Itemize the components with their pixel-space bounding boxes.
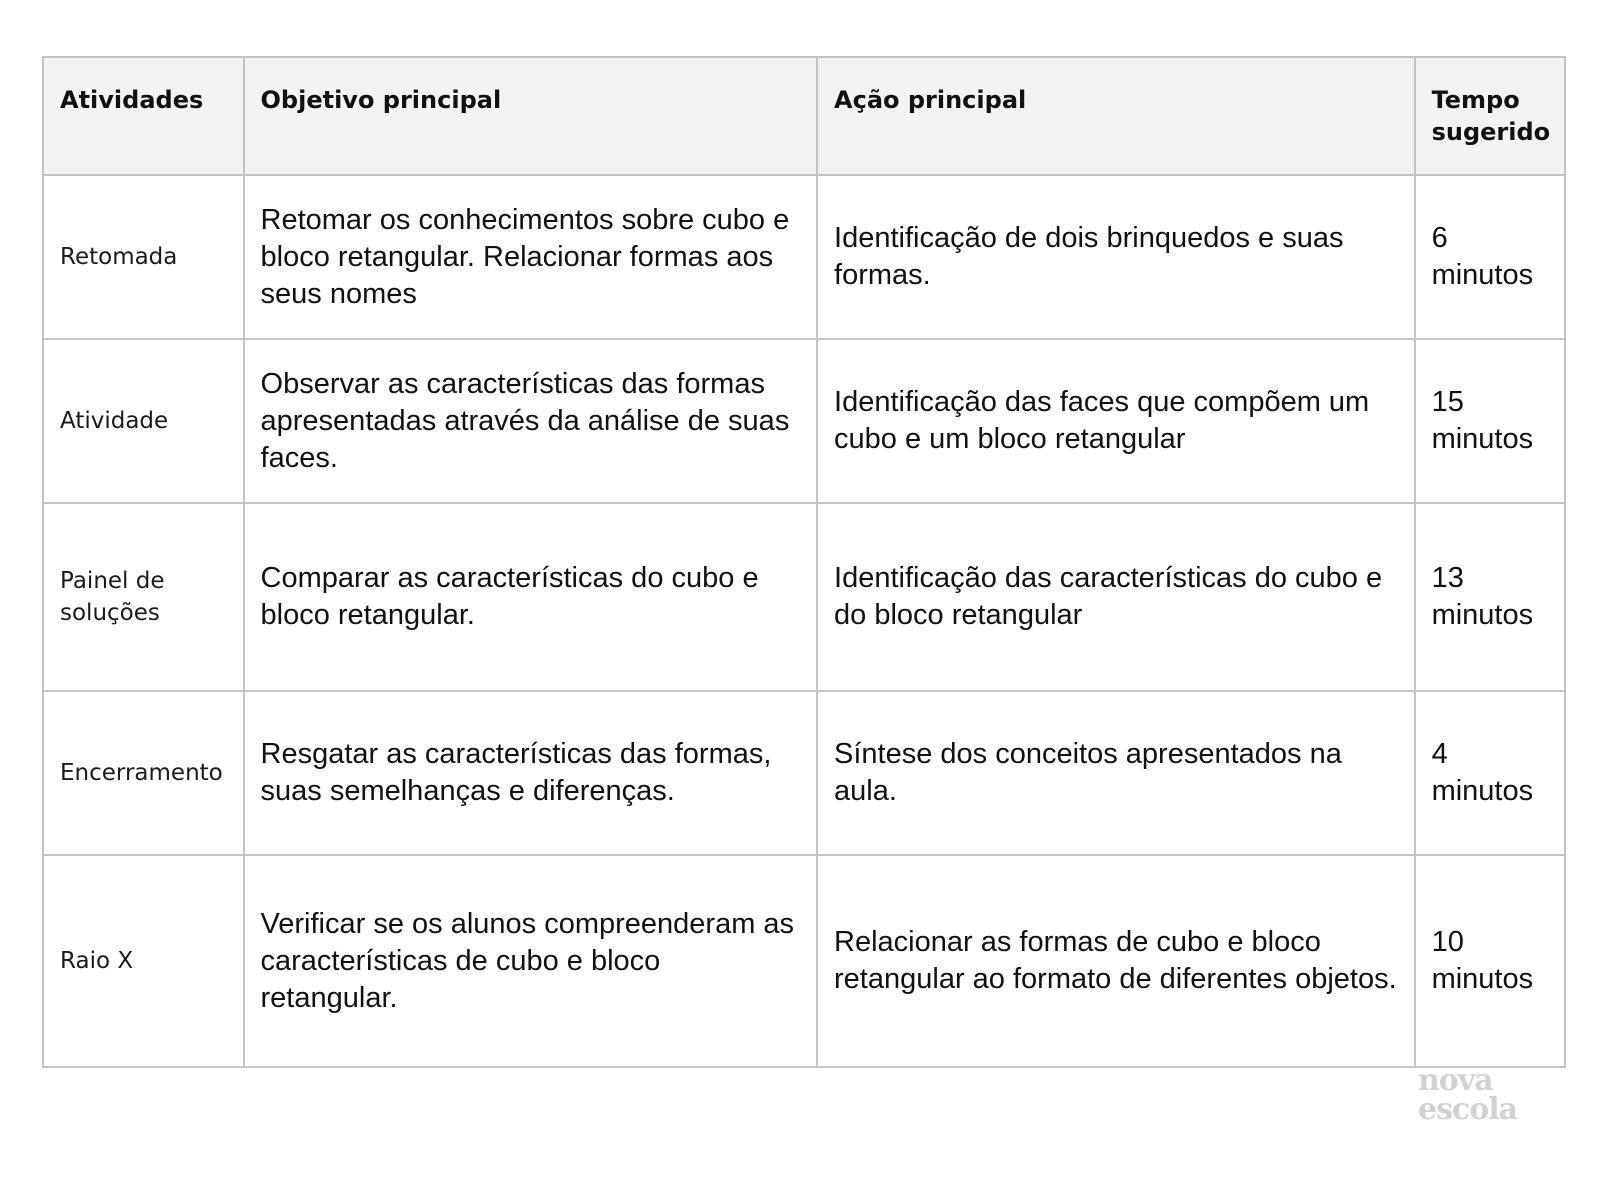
cell-objective: Resgatar as características das formas, suas semelhanças e diferenças. bbox=[244, 691, 818, 855]
cell-activity: Retomada bbox=[43, 175, 244, 339]
cell-time: 6 minutos bbox=[1415, 175, 1565, 339]
logo-line-nova: nova bbox=[1418, 1063, 1493, 1098]
cell-action: Relacionar as formas de cubo e bloco retangular ao formato de diferentes objetos. bbox=[817, 855, 1415, 1067]
cell-objective: Observar as características das formas apresentadas através da análise de suas faces. bbox=[244, 339, 818, 503]
header-row bbox=[43, 57, 1565, 175]
header-objective: Objetivo principal bbox=[244, 57, 818, 175]
cell-time: 4 minutos bbox=[1415, 691, 1565, 855]
table-row bbox=[43, 691, 1565, 855]
header-activity: Atividades bbox=[43, 57, 244, 175]
cell-time: 15 minutos bbox=[1415, 339, 1565, 503]
cell-action: Síntese dos conceitos apresentados na aula. bbox=[817, 691, 1415, 855]
cell-action: Identificação de dois brinquedos e suas formas. bbox=[817, 175, 1415, 339]
lesson-plan-table bbox=[42, 56, 1566, 1068]
table-header bbox=[43, 57, 1565, 175]
cell-time: 10 minutos bbox=[1415, 855, 1565, 1067]
cell-activity: Painel de soluções bbox=[43, 503, 244, 691]
cell-objective: Verificar se os alunos compreenderam as características de cubo e bloco retangular. bbox=[244, 855, 818, 1067]
table-row bbox=[43, 855, 1565, 1067]
header-time: Tempo sugerido bbox=[1415, 57, 1565, 175]
header-action: Ação principal bbox=[817, 57, 1415, 175]
cell-action: Identificação das faces que compõem um cubo e um bloco retangular bbox=[817, 339, 1415, 503]
table-row bbox=[43, 339, 1565, 503]
table-row bbox=[43, 503, 1565, 691]
cell-objective: Comparar as características do cubo e bloco retangular. bbox=[244, 503, 818, 691]
cell-time: 13 minutos bbox=[1415, 503, 1565, 691]
table-row bbox=[43, 175, 1565, 339]
cell-activity: Encerramento bbox=[43, 691, 244, 855]
table-body bbox=[43, 175, 1565, 1067]
cell-action: Identificação das características do cubo e do bloco retangular bbox=[817, 503, 1415, 691]
nova-escola-logo bbox=[1418, 1063, 1518, 1127]
cell-objective: Retomar os conhecimentos sobre cubo e bloco retangular. Relacionar formas aos seus nomes bbox=[244, 175, 818, 339]
cell-activity: Raio X bbox=[43, 855, 244, 1067]
logo-line-escola: escola bbox=[1418, 1092, 1518, 1127]
cell-activity: Atividade bbox=[43, 339, 244, 503]
